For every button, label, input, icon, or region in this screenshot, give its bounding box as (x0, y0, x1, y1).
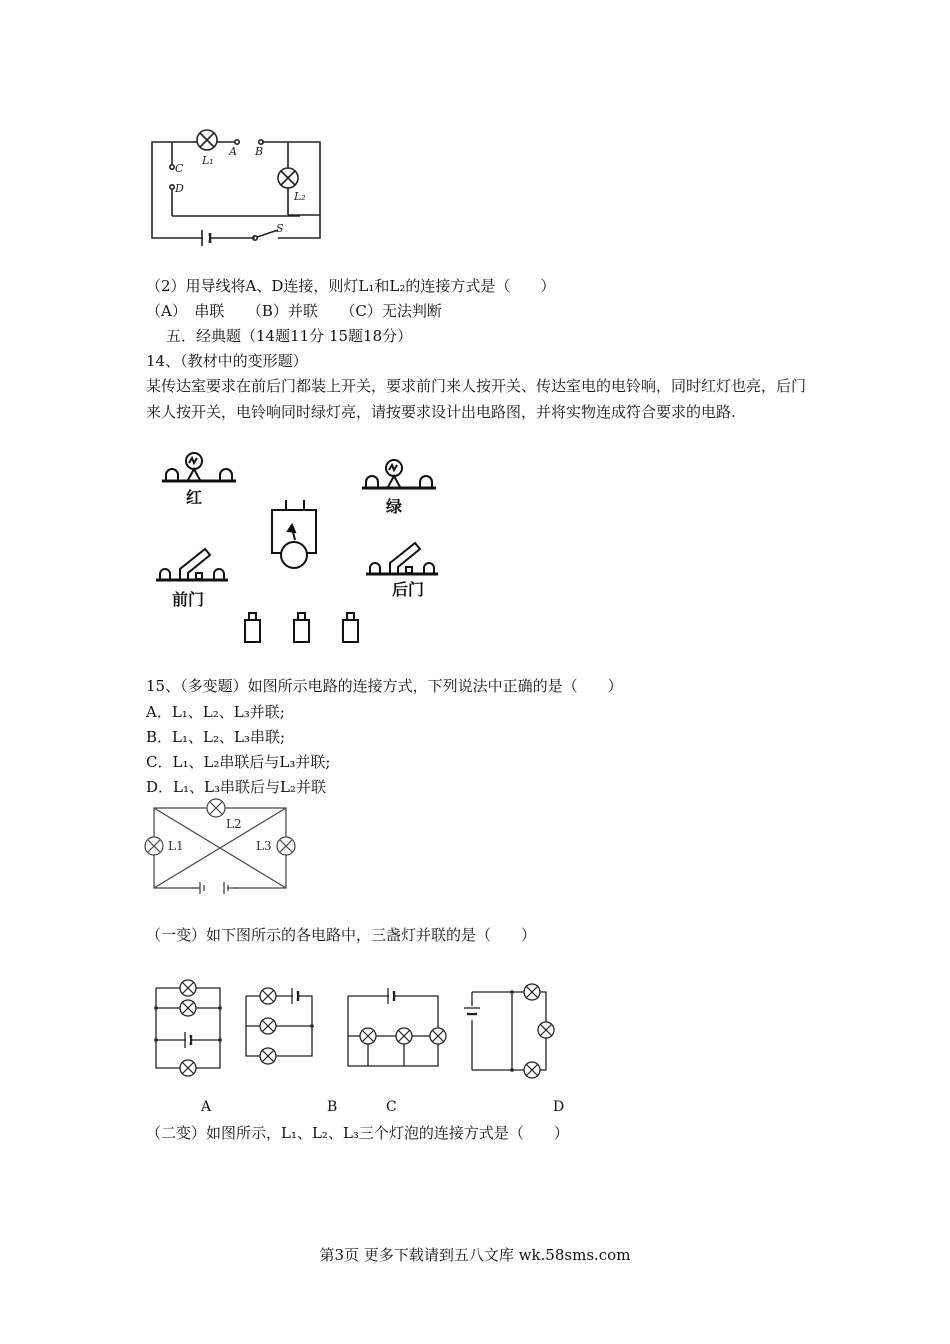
q15-question: 15、（多变题）如图所示电路的连接方式，下列说法中正确的是（ ） (146, 677, 623, 695)
label-b: B (255, 145, 264, 158)
q13-2-question: （2）用导线将A、D连接，则灯L₁和L₂的连接方式是（ ） (146, 277, 556, 295)
option-label-c: C (386, 1099, 397, 1115)
label-l2: L₂ (294, 190, 306, 203)
q15-option-b: B．L₁、L₂、L₃串联; (146, 728, 285, 746)
option-label-b: B (327, 1099, 338, 1115)
section-5-title: 五．经典题（14题11分 15题18分） (166, 327, 413, 345)
label-l2: L2 (226, 817, 242, 831)
label-c: C (175, 162, 184, 175)
label-red: 红 (186, 488, 203, 507)
label-green: 绿 (386, 497, 403, 516)
q14-text: 某传达室要求在前后门都装上开关，要求前门来人按开关、传达室电的电铃响，同时红灯也亮，后门来人按开关，电铃响同时绿灯亮，请按要求设计出电路图，并将实物连成符合要求的电路. (146, 377, 807, 421)
components-diagram (150, 445, 450, 650)
label-a: A (229, 145, 237, 158)
circuit-options-abcd (140, 970, 570, 1090)
circuit-diagram-x (140, 796, 310, 896)
q15-option-c: C．L₁、L₂串联后与L₃并联; (146, 753, 331, 771)
label-l3: L3 (256, 839, 272, 853)
option-label-a: A (201, 1099, 212, 1115)
var2-question: （二变）如图所示，L₁、L₂、L₃三个灯泡的连接方式是（ ） (146, 1124, 569, 1142)
label-d: D (175, 182, 184, 195)
label-l1: L₁ (202, 154, 214, 167)
page-footer: 第3页 更多下载请到五八文库 wk.58sms.com (319, 1246, 631, 1264)
option-label-d: D (553, 1099, 565, 1115)
label-s: S (276, 222, 284, 235)
circuit-diagram-l1-l2 (140, 120, 340, 250)
q13-2-options: （A） 串联 （B）并联 （C）无法判断 (146, 302, 442, 320)
q15-option-a: A．L₁、L₂、L₃并联; (146, 703, 285, 721)
label-l1: L1 (168, 839, 184, 853)
var1-question: （一变）如下图所示的各电路中，三盏灯并联的是（ ） (146, 926, 537, 944)
label-back-door: 后门 (392, 580, 425, 599)
q14-number: 14、（教材中的变形题） (146, 352, 308, 370)
label-front-door: 前门 (172, 590, 205, 609)
q15-option-d: D．L₁、L₃串联后与L₂并联 (146, 778, 326, 796)
